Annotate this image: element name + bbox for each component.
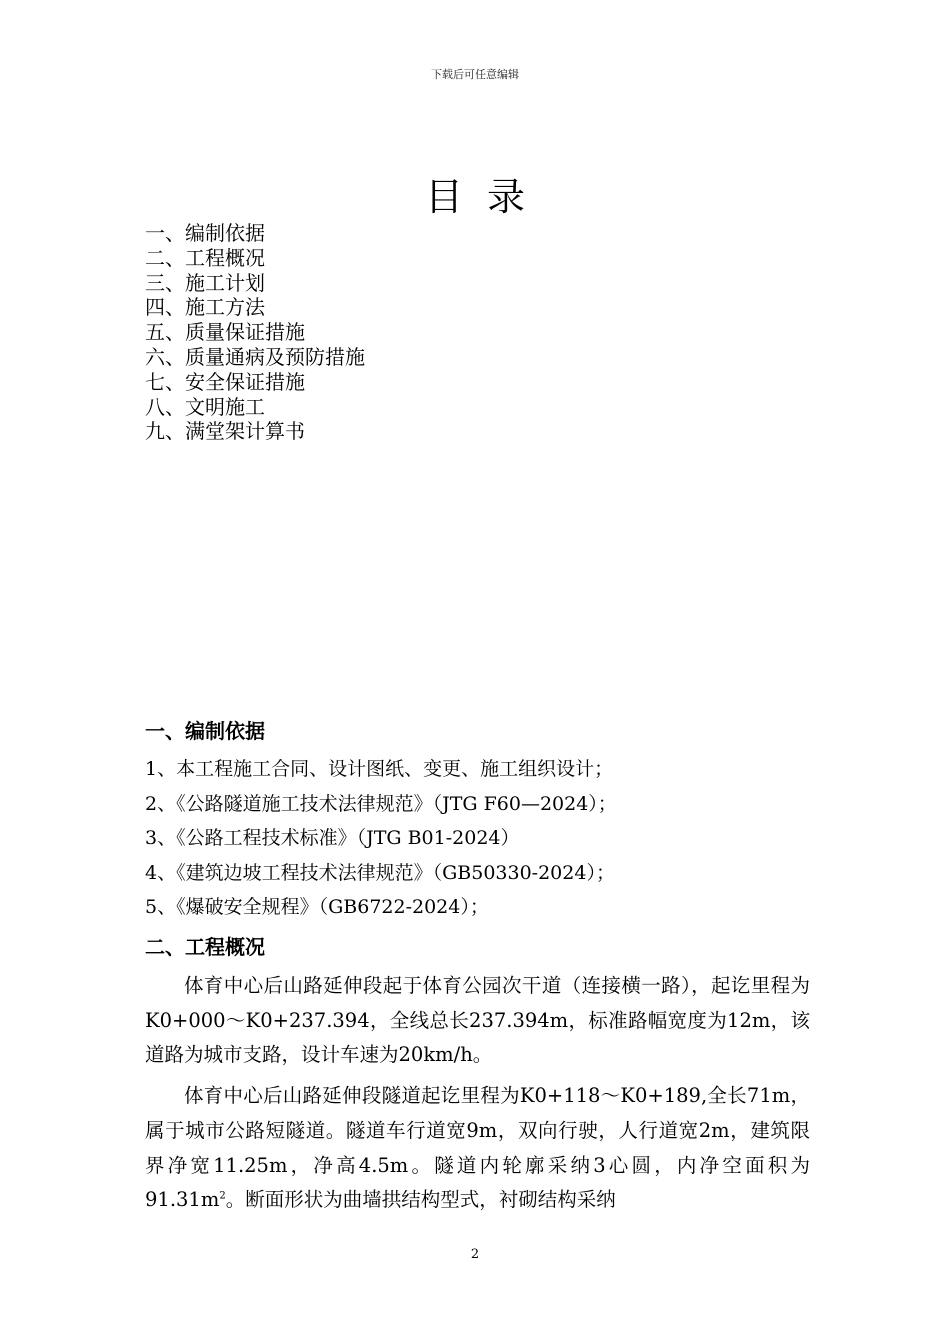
reference-list bbox=[145, 752, 617, 925]
superscript: 2 bbox=[219, 1190, 226, 1202]
toc-item: 七、安全保证措施 bbox=[145, 369, 305, 394]
toc-item: 八、文明施工 bbox=[145, 394, 265, 419]
body-paragraph bbox=[145, 1079, 810, 1218]
body-paragraph: 体育中心后山路延伸段起于体育公园次干道（连接横一路），起讫里程为K0+000～K0+237.394，全线总长237.394m，标准路幅宽度为12m，该道路为城市支路，设计车速为20km/h。 bbox=[145, 974, 810, 1067]
section-1-heading-wrap bbox=[145, 717, 810, 745]
toc-item: 六、质量通病及预防措施 bbox=[145, 344, 365, 369]
toc-item: 九、满堂架计算书 bbox=[145, 419, 305, 444]
toc-item: 五、质量保证措施 bbox=[145, 320, 305, 345]
reference-item: 5、《爆破安全规程》（GB6722-2024）； bbox=[145, 896, 489, 918]
toc-title: 目录 bbox=[424, 175, 549, 219]
toc-item: 四、施工方法 bbox=[145, 295, 265, 320]
toc-item: 一、编制依据 bbox=[145, 221, 265, 245]
toc-item: 二、工程概况 bbox=[145, 245, 265, 270]
toc-item: 三、施工计划 bbox=[145, 270, 265, 295]
header-note: 下载后可任意编辑 bbox=[431, 68, 519, 81]
paragraph-text: 。断面形状为曲墙拱结构型式，衬砌结构采纳 bbox=[225, 1188, 616, 1212]
toc-list bbox=[145, 221, 365, 444]
section-heading: 一、编制依据 bbox=[145, 719, 265, 743]
page-number: 2 bbox=[470, 1247, 480, 1262]
paragraph-text: 体育中心后山路延伸段隧道起讫里程为K0+118～K0+189,全长71m，属于城市公路短隧道。隧道车行道宽9m，双向行驶，人行道宽2m，建筑限界净宽11.25m，净高4.5m。隧道内轮廓采纳3心圆，内净空面积为91.31m bbox=[145, 1084, 810, 1212]
reference-item: 3、《公路工程技术标准》（JTG B01-2024） bbox=[145, 827, 520, 849]
reference-item: 4、《建筑边坡工程技术法律规范》（GB50330-2024）； bbox=[145, 861, 615, 884]
section-2 bbox=[145, 933, 810, 1224]
section-heading: 二、工程概况 bbox=[145, 935, 265, 959]
reference-item: 2、《公路隧道施工技术法律规范》（JTG F60—2024）； bbox=[145, 792, 617, 815]
reference-item: 1、本工程施工合同、设计图纸、变更、施工组织设计； bbox=[145, 758, 614, 780]
